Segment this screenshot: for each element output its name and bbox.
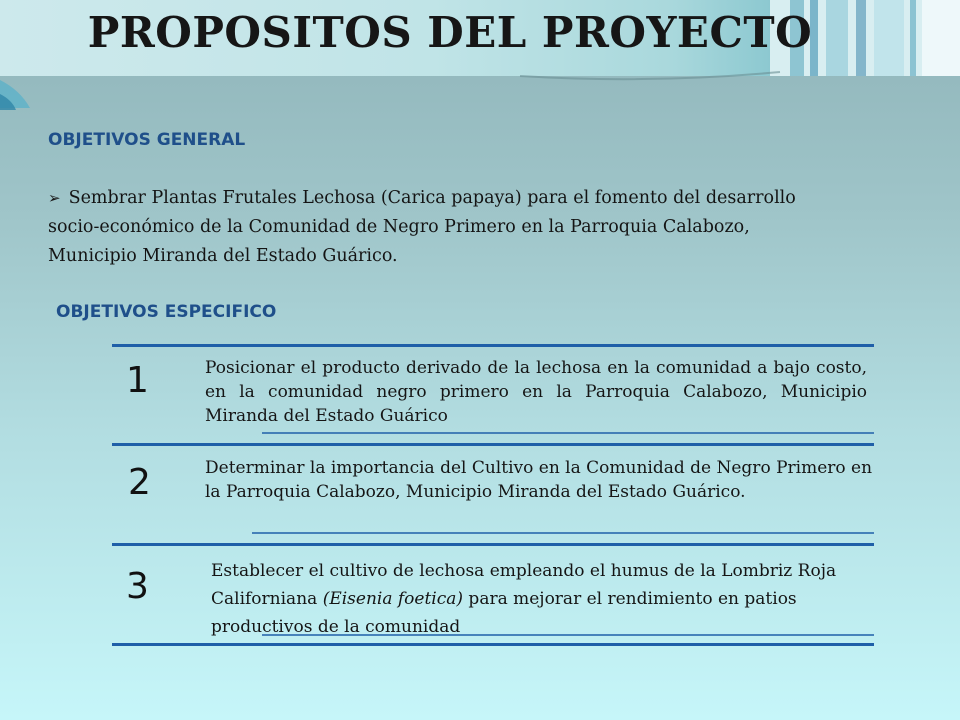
objetivos-especifico-heading: OBJETIVOS ESPECIFICO: [56, 302, 277, 322]
specific-objective-2-text: Determinar la importancia del Cultivo en la Comunidad de Negro Primero en la Parroquia Calabozo, Municipio Miranda del Estado Guárico.: [205, 458, 873, 502]
general-objective-text: [48, 184, 838, 271]
row-divider-thin: [262, 432, 874, 434]
row-divider: [112, 543, 874, 546]
header-swoosh-decoration: [0, 60, 960, 120]
item-number-3: 3: [126, 566, 149, 607]
objetivos-general-heading: OBJETIVOS GENERAL: [48, 130, 246, 150]
row-divider: [112, 344, 874, 347]
page-title: PROPOSITOS DEL PROYECTO: [87, 8, 813, 57]
specific-objective-1-text: Posicionar el producto derivado de la lechosa en la comunidad a bajo costo, en la comunidad negro primero en la Parroquia Calabozo, Municipio Miranda del Estado Guárico: [205, 358, 867, 426]
arrowhead-bullet-icon: ➢: [48, 189, 61, 207]
specific-objective-3-text: [211, 557, 851, 641]
objective-3-part-2: para mejorar el rendimiento en patios productivos de la comunidad: [211, 589, 797, 637]
row-divider-thin: [252, 532, 874, 534]
objective-3-species-name: (Eisenia foetica): [322, 589, 464, 609]
item-number-1: 1: [126, 360, 149, 401]
general-objective-body: Sembrar Plantas Frutales Lechosa (Carica papaya) para el fomento del desarrollo socio-económico de la Comunidad de Negro Primero en la Parroquia Calabozo, Municipio Miranda del Estado Guárico.: [48, 188, 796, 266]
objective-3-part-1: Establecer el cultivo de lechosa empleando el humus de la Lombriz Roja Californiana: [211, 561, 837, 609]
row-divider: [112, 643, 874, 646]
item-number-2: 2: [128, 462, 151, 503]
row-divider: [112, 443, 874, 446]
